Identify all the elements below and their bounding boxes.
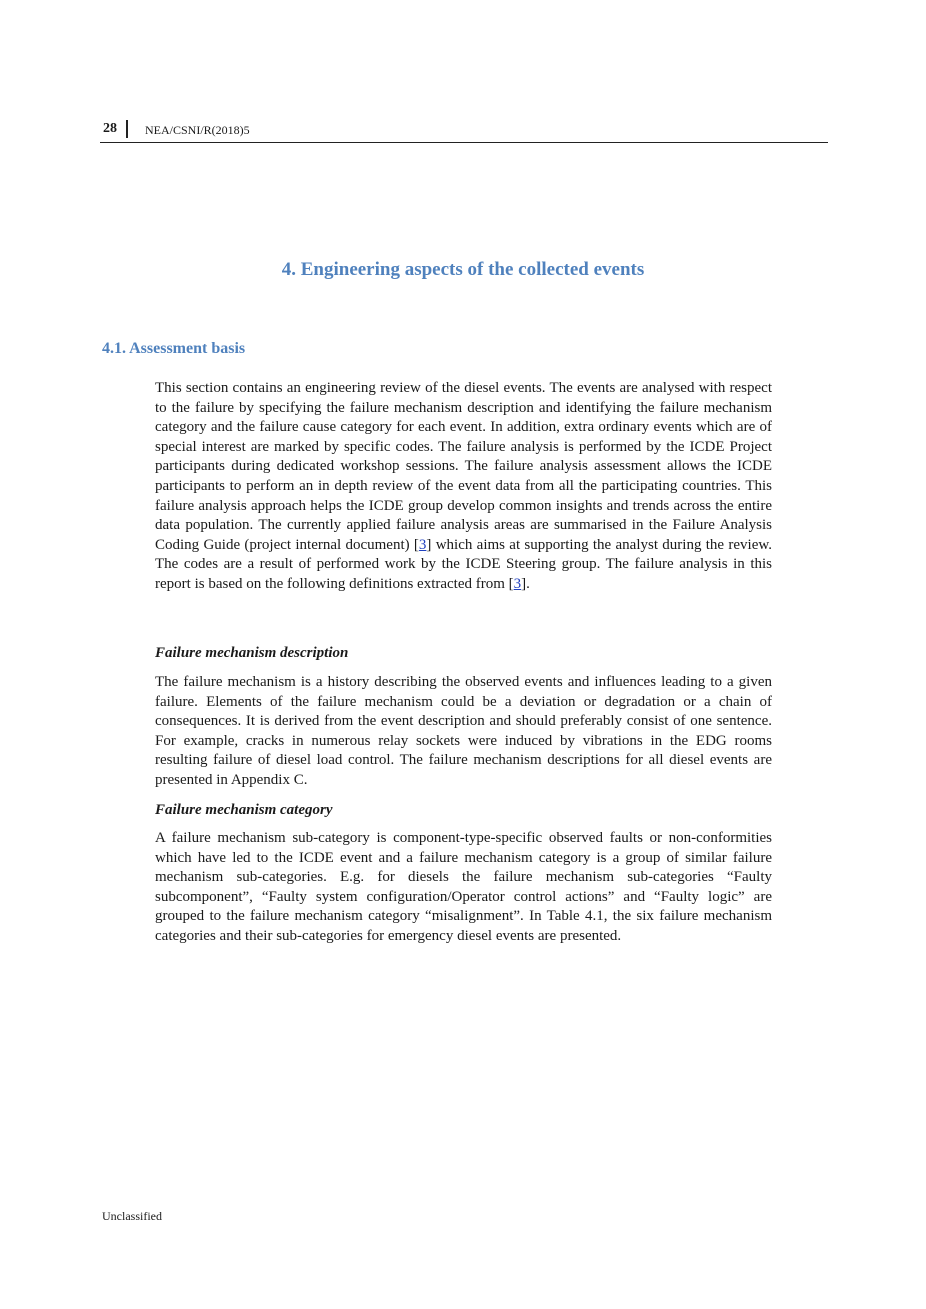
failure-mechanism-description-heading: Failure mechanism description bbox=[155, 645, 349, 661]
chapter-title: 4. Engineering aspects of the collected events bbox=[281, 259, 645, 280]
page-number: 28 bbox=[103, 121, 117, 136]
page-header bbox=[100, 120, 828, 143]
failure-mechanism-category-heading: Failure mechanism category bbox=[155, 802, 333, 818]
assessment-basis-paragraph bbox=[155, 379, 772, 595]
failure-mechanism-description-paragraph: The failure mechanism is a history describing the observed events and influences leading to a given failure. Elements of the failure mechanism could be a deviation or degradation or a chain of consequences. It is derived from the event description and should preferably consist of one sentence. For example, cracks in numerous relay sockets were induced by vibrations in the EDG rooms resulting failure of diesel load control. The failure mechanism descriptions for all diesel events are presented in Appendix C. bbox=[155, 674, 772, 788]
paragraph-text-part-1: This section contains an engineering review of the diesel events. The events are analysed with respect to the failure by specifying the failure mechanism description and identifying the failure mechanism category and the failure cause category for each event. In addition, extra ordinary events which are of special interest are marked by specific codes. The failure analysis is performed by the ICDE Project participants during dedicated workshop sessions. The failure analysis assessment allows the ICDE participants to perform an in depth review of the event data from all the participating countries. This failure analysis approach helps the ICDE group develop common insights and trends across the entire data population. The currently applied failure analysis areas are summarised in the Failure Analysis Coding Guide (project internal document) [ bbox=[155, 380, 772, 553]
failure-mechanism-category-paragraph: A failure mechanism sub-category is component-type-specific observed faults or non-conformities which have led to the ICDE event and a failure mechanism category is a group of similar failure mechanism sub-categories. E.g. for diesels the failure mechanism sub-categories “Faulty subcomponent”, “Faulty system configuration/Operator control actions” and “Faulty logic” are grouped to the failure mechanism category “misalignment”. In Table 4.1, the six failure mechanism categories and their sub-categories for emergency diesel events are presented. bbox=[155, 830, 772, 944]
reference-link-3-second[interactable]: 3 bbox=[513, 575, 522, 592]
reference-link-3[interactable]: 3 bbox=[418, 536, 427, 553]
section-title: 4.1. Assessment basis bbox=[102, 340, 246, 357]
paragraph-text-part-3: ]. bbox=[521, 575, 530, 592]
header-separator bbox=[126, 120, 128, 138]
document-reference: NEA/CSNI/R(2018)5 bbox=[145, 123, 250, 137]
classification-footer: Unclassified bbox=[102, 1209, 162, 1223]
paragraph-text-part-2: ] which aims at supporting the analyst during the review. The codes are a result of performed work by the ICDE Steering group. The failure analysis in this report is based on the following definitions extracted from [ bbox=[155, 536, 772, 592]
